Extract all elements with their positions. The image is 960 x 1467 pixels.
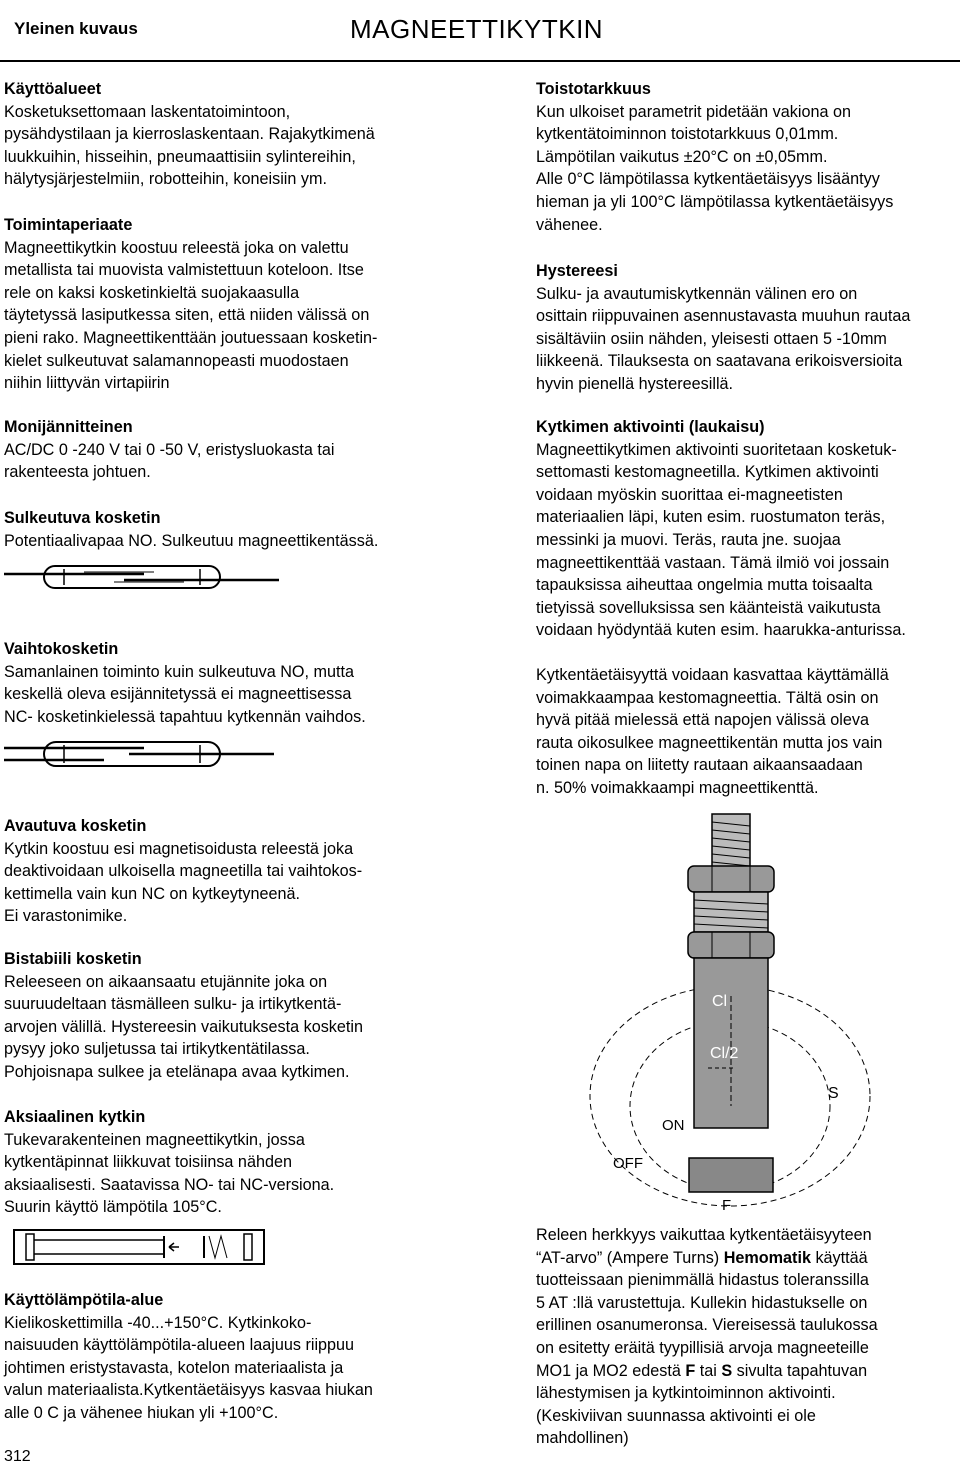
reed-switch-no-figure (4, 560, 304, 596)
text-line: materiaalien läpi, kuten esim. ruostumaton teräs, (536, 508, 886, 527)
text-line: Kun ulkoiset parametrit pidetään vakiona on (536, 102, 851, 121)
text-line: kettimella vain kun NC on kytkeytyneenä. (4, 884, 301, 903)
text-line: naisuuden käyttölämpötila-alueen laajuus riippuu (4, 1336, 355, 1355)
text-line: on esitetty eräitä tyypillisiä arvoja magneeteille (536, 1338, 869, 1357)
text-line: rele on kaksi kosketinkieltä suojakaasulla (4, 283, 300, 302)
text-line: (Keskiviivan suunnassa aktivointi ei ole (536, 1406, 816, 1425)
label-on: ON (662, 1117, 685, 1134)
text-line: tapauksissa aiheuttaa ongelmia mutta toisaalta (536, 576, 873, 595)
section-bistabiili (4, 948, 474, 1084)
text-segment: sivulta tapahtuvan (732, 1361, 868, 1380)
bold-s: S (721, 1361, 733, 1380)
section-hystereesi (536, 260, 956, 396)
text-line: toinen napa on liitetty rautaan aikaansaadaan (536, 756, 863, 775)
text-line: voidaan hyödyntää kuten esim. haarukka-anturissa. (536, 621, 906, 640)
text-line: keskellä oleva esijännitetyssä ei magneettisessa (4, 685, 352, 704)
text-line: Ei varastonimike. (4, 907, 128, 926)
section-kasvattaminen (536, 664, 956, 800)
section-heading: Sulkeutuva kosketin (4, 509, 161, 527)
section-heading: Aksiaalinen kytkin (4, 1108, 146, 1126)
text-line: tuotteissaan pienimmällä hidastus toleranssilla (536, 1271, 869, 1290)
text-line: hyvä pitää mielessä että napojen välissä oleva (536, 711, 869, 730)
text-line: niihin liittyvän virtapiirin (4, 374, 170, 393)
section-heading: Toistotarkkuus (536, 80, 651, 98)
text-line: alle 0 C ja vähenee hiukan yli +100°C. (4, 1403, 279, 1422)
text-line: luukkuihin, hisseihin, pneumaattisiin sylintereihin, (4, 147, 356, 166)
label-off: OFF (613, 1155, 643, 1172)
section-aksiaalinen (4, 1106, 474, 1219)
section-kayttolampotila (4, 1289, 474, 1425)
text-line: hieman ja yli 100°C lämpötilassa kytkentäetäisyys (536, 192, 894, 211)
text-line: suuruudeltaan täsmälleen sulku- ja irtikytkentä- (4, 995, 342, 1014)
text-line: valun materiaalista.Kytkentäetäisyys kasvaa hiukan (4, 1381, 373, 1400)
text-line: erillinen osanumeronsa. Viereisessä taulukossa (536, 1316, 878, 1335)
label-f: F (722, 1197, 732, 1214)
text-line: Sulku- ja avautumiskytkennän välinen ero on (536, 284, 858, 303)
text-line: Tukevarakenteinen magneettikytkin, jossa (4, 1130, 305, 1149)
text-line: deaktivoidaan ulkoisella magneetilla tai vaihtokos- (4, 862, 363, 881)
text-line: Kytkin koostuu esi magnetisoidusta releestä joka (4, 839, 354, 858)
magnet (689, 1158, 773, 1192)
reed-switch-changeover-figure (4, 736, 304, 776)
text-line: Kosketuksettomaan laskentatoimintoon, (4, 102, 291, 121)
page-header (0, 0, 960, 60)
text-segment: tai (695, 1361, 722, 1380)
text-line: 5 AT :llä varustettuja. Kullekin hidastukselle on (536, 1293, 868, 1312)
text-line: settomasti kestomagneetilla. Kytkimen aktivointi (536, 463, 879, 482)
text-line: tietyissä sovelluksissa sen käänteistä vaikutusta (536, 598, 881, 617)
nut-bottom (688, 932, 774, 958)
text-line: Alle 0°C lämpötilassa kytkentäetäisyys lisääntyy (536, 170, 880, 189)
label-s: S (828, 1085, 839, 1102)
section-avautuva (4, 815, 474, 928)
text-line: voimakkaampaa kestomagneettia. Tältä osin on (536, 688, 879, 707)
section-herkkyys (536, 1224, 956, 1450)
text-line: voidaan myöskin suorittaa ei-magneetisten (536, 485, 843, 504)
text-line: kytkentäpinnat liikkuvat toisiinsa nähden (4, 1153, 292, 1172)
text-line: pysyy joko suljetussa tai irtikytkentätilassa. (4, 1040, 310, 1059)
text-line: johtimen eristystavasta, kotelon materiaalista ja (4, 1358, 344, 1377)
section-heading: Kytkimen aktivointi (laukaisu) (536, 418, 765, 436)
text-segment: MO1 ja MO2 edestä (536, 1361, 686, 1380)
text-line: Suurin käyttö lämpötila 105°C. (4, 1198, 222, 1217)
text-line: Magneettikytkimen aktivointi suoritetaan kosketuk- (536, 440, 897, 459)
text-line: Kielikoskettimilla -40...+150°C. Kytkinkoko- (4, 1313, 312, 1332)
text-line: magneettikenttää vastaan. Tämä ilmiö voi jossain (536, 553, 890, 572)
nut-top (688, 866, 774, 892)
brand-name: Hemomatik (723, 1248, 811, 1267)
text-line: rakenteesta johtuen. (4, 463, 151, 482)
text-line: Magneettikytkin koostuu releestä joka on valettu (4, 238, 349, 257)
section-heading: Avautuva kosketin (4, 817, 147, 835)
section-heading: Toimintaperiaate (4, 216, 133, 234)
text-line: arvojen välillä. Hystereesin vaikutuksesta kosketin (4, 1017, 363, 1036)
text-line: kielet sulkeutuvat salamannopeasti muodostaen (4, 351, 349, 370)
section-heading: Bistabiili kosketin (4, 950, 142, 968)
section-monijannitteinen (4, 416, 474, 484)
text-line: rauta oikosulkee magneettikentän mutta jos vain (536, 733, 883, 752)
text-line: Pohjoisnapa sulkee ja etelänapa avaa kytkimen. (4, 1062, 350, 1081)
text-line: Samanlainen toiminto kuin sulkeutuva NO, mutta (4, 662, 355, 681)
text-line: Kytkentäetäisyyttä voidaan kasvattaa käyttämällä (536, 666, 889, 684)
text-line: NC- kosketinkielessä tapahtuu kytkennän vaihdos. (4, 707, 366, 726)
section-heading: Vaihtokosketin (4, 640, 119, 658)
section-label: Yleinen kuvaus (14, 19, 138, 38)
text-segment: käyttää (810, 1248, 868, 1267)
section-heading: Käyttölämpötila-alue (4, 1291, 164, 1309)
section-sulkeutuva (4, 507, 474, 552)
text-line: liikkeenä. Tilauksesta on saatavana erikoisversioita (536, 352, 903, 371)
text-line: metallista tai muovista valmistettuun koteloon. Itse (4, 261, 364, 280)
text-line: Releeseen on aikaansaatu etujännite joka on (4, 972, 328, 991)
text-line: messinki ja muovi. Teräs, rauta jne. suojaa (536, 530, 841, 549)
text-line: lähestymisen ja kytkintoiminnon aktivointi. (536, 1384, 836, 1403)
text-line: hyvin pienellä hystereesillä. (536, 374, 734, 393)
page-title: MAGNEETTIKYTKIN (350, 14, 604, 44)
label-cl: Cl (712, 993, 728, 1010)
section-vaihtokosketin (4, 638, 474, 728)
text-line: n. 50% voimakkaampi magneettikenttä. (536, 778, 819, 797)
label-cl2: Cl/2 (710, 1045, 739, 1062)
text-line: Lämpötilan vaikutus ±20°C on ±0,05mm. (536, 147, 828, 166)
section-toimintaperiaate (4, 214, 474, 395)
section-aktivointi (536, 416, 956, 642)
axial-switch-figure (4, 1226, 274, 1270)
page-number: 312 (4, 1448, 31, 1465)
section-heading: Monijännitteinen (4, 418, 133, 436)
text-line: osittain riippuvainen asennustavasta muuhun rautaa (536, 307, 911, 326)
text-line: kytkentätoiminnon toistotarkkuus 0,01mm. (536, 125, 839, 144)
text-line (536, 1360, 956, 1383)
section-kayttoalueet (4, 78, 474, 191)
section-toistotarkkuus (536, 78, 956, 236)
text-line: vähenee. (536, 215, 603, 234)
text-line: pysähdystilaan ja kierroslaskentaan. Rajakytkimenä (4, 125, 375, 144)
text-line: pieni rako. Magneettikenttään joutuessaan kosketin- (4, 328, 378, 347)
text-line: sisältäviin osiin nähden, yleisesti ottaen 5 -10mm (536, 329, 887, 348)
text-line (536, 1247, 956, 1270)
section-heading: Hystereesi (536, 262, 618, 280)
text-line: Releen herkkyys vaikuttaa kytkentäetäisyyteen (536, 1226, 872, 1244)
bold-f: F (685, 1361, 696, 1380)
text-line: Potentiaalivapaa NO. Sulkeutuu magneettikentässä. (4, 531, 379, 550)
text-line: aksiaalisesti. Saatavissa NO- tai NC-versiona. (4, 1175, 335, 1194)
text-line: mahdollinen) (536, 1429, 629, 1448)
text-line: täytetyssä lasiputkessa siten, että niiden välissä on (4, 306, 370, 325)
text-segment: “AT-arvo” (Ampere Turns) (536, 1248, 724, 1267)
text-line: hälytysjärjestelmiin, robotteihin, koneisiin ym. (4, 170, 327, 189)
text-line: AC/DC 0 -240 V tai 0 -50 V, eristysluokasta tai (4, 440, 335, 459)
section-heading: Käyttöalueet (4, 80, 102, 98)
sensor-activation-figure (580, 806, 880, 1216)
header-rule (0, 60, 960, 62)
